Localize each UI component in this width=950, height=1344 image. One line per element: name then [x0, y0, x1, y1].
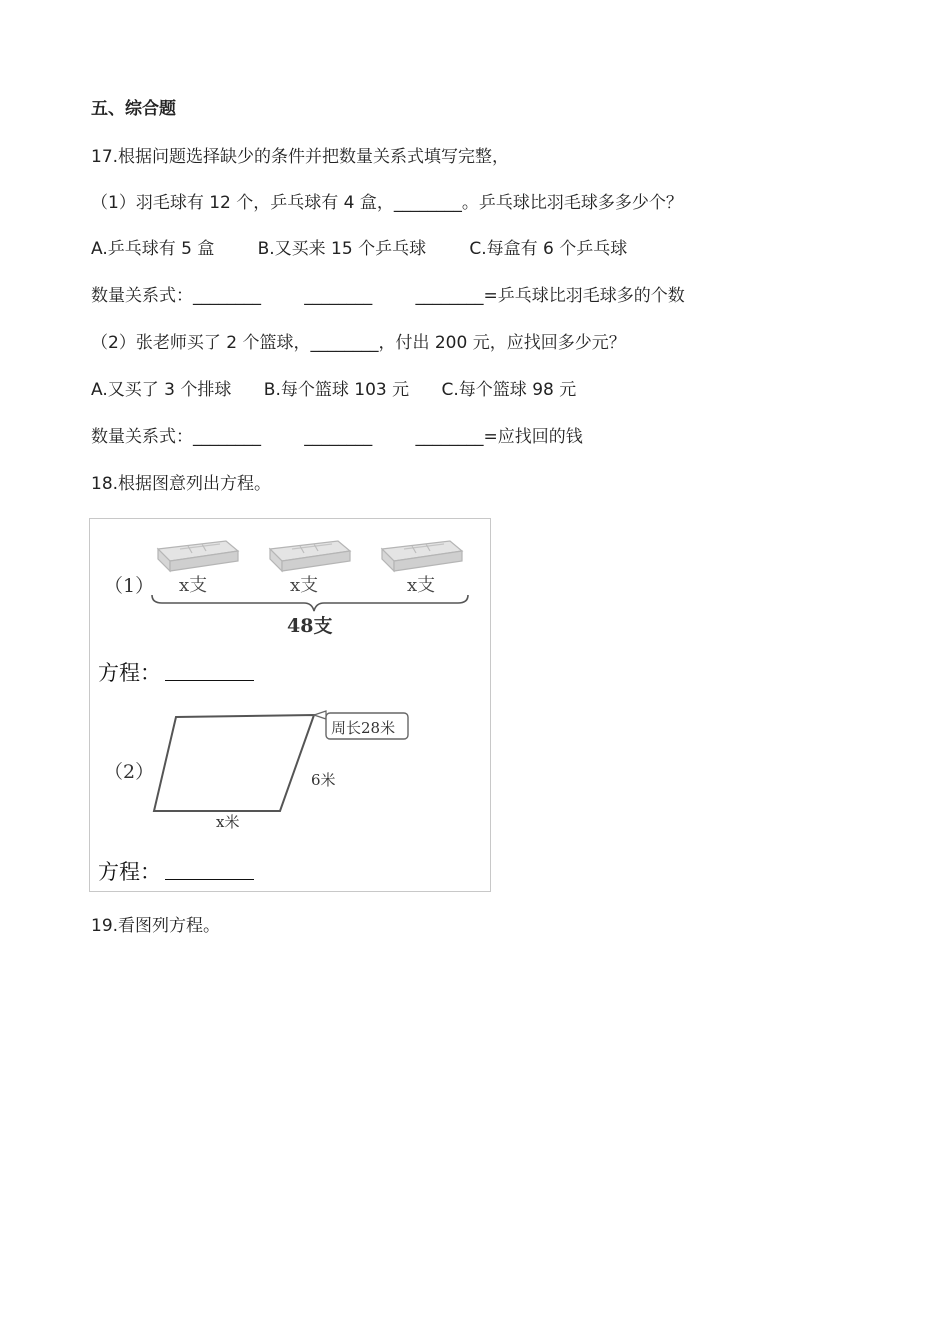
- section-title: 五、综合题: [91, 99, 176, 119]
- question-17-part1-text: （1）羽毛球有 12 个，乒乓球有 4 盒，________。乒乓球比羽毛球多多少个？: [91, 193, 683, 213]
- pencil-box-icon: [270, 541, 350, 571]
- callout-pointer: [314, 711, 326, 719]
- figure-part1-label: （1）: [104, 575, 155, 597]
- question-17-part2-options: A.又买了 3 个排球 B.每个篮球 103 元 C.每个篮球 98 元: [91, 380, 577, 400]
- question-19-stem: 19.看图列方程。: [91, 916, 221, 936]
- side-label: 6米: [311, 771, 336, 789]
- question-17-part1-options: A.乒乓球有 5 盒 B.又买来 15 个乒乓球 C.每盒有 6 个乒乓球: [91, 239, 628, 259]
- question-18-stem: 18.根据图意列出方程。: [91, 474, 272, 494]
- equation-label-2: 方程：: [98, 860, 161, 884]
- question-18-figure: [89, 518, 491, 892]
- box-label-1: x支: [179, 575, 208, 596]
- pencil-box-icon: [158, 541, 238, 571]
- figure-part2-label: （2）: [104, 761, 155, 783]
- total-label: 48支: [287, 615, 333, 637]
- equation-blank-1: [165, 680, 254, 681]
- question-17-part2-relation: 数量关系式：________ ________ ________=应找回的钱: [91, 427, 583, 447]
- base-label: x米: [216, 813, 240, 831]
- equation-blank-2: [165, 879, 254, 880]
- perimeter-label: 周长28米: [331, 719, 396, 737]
- box-label-3: x支: [407, 575, 436, 596]
- question-17-part2-text: （2）张老师买了 2 个篮球，________，付出 200 元，应找回多少元？: [91, 333, 626, 353]
- parallelogram-shape: [154, 715, 314, 811]
- equation-label-1: 方程：: [98, 661, 161, 685]
- question-17-part1-relation: 数量关系式：________ ________ ________=乒乓球比羽毛球多的个数: [91, 286, 685, 306]
- box-label-2: x支: [290, 575, 319, 596]
- brace-icon: [152, 595, 468, 611]
- pencil-box-icon: [382, 541, 462, 571]
- question-17-stem: 17.根据问题选择缺少的条件并把数量关系式填写完整，: [91, 147, 510, 167]
